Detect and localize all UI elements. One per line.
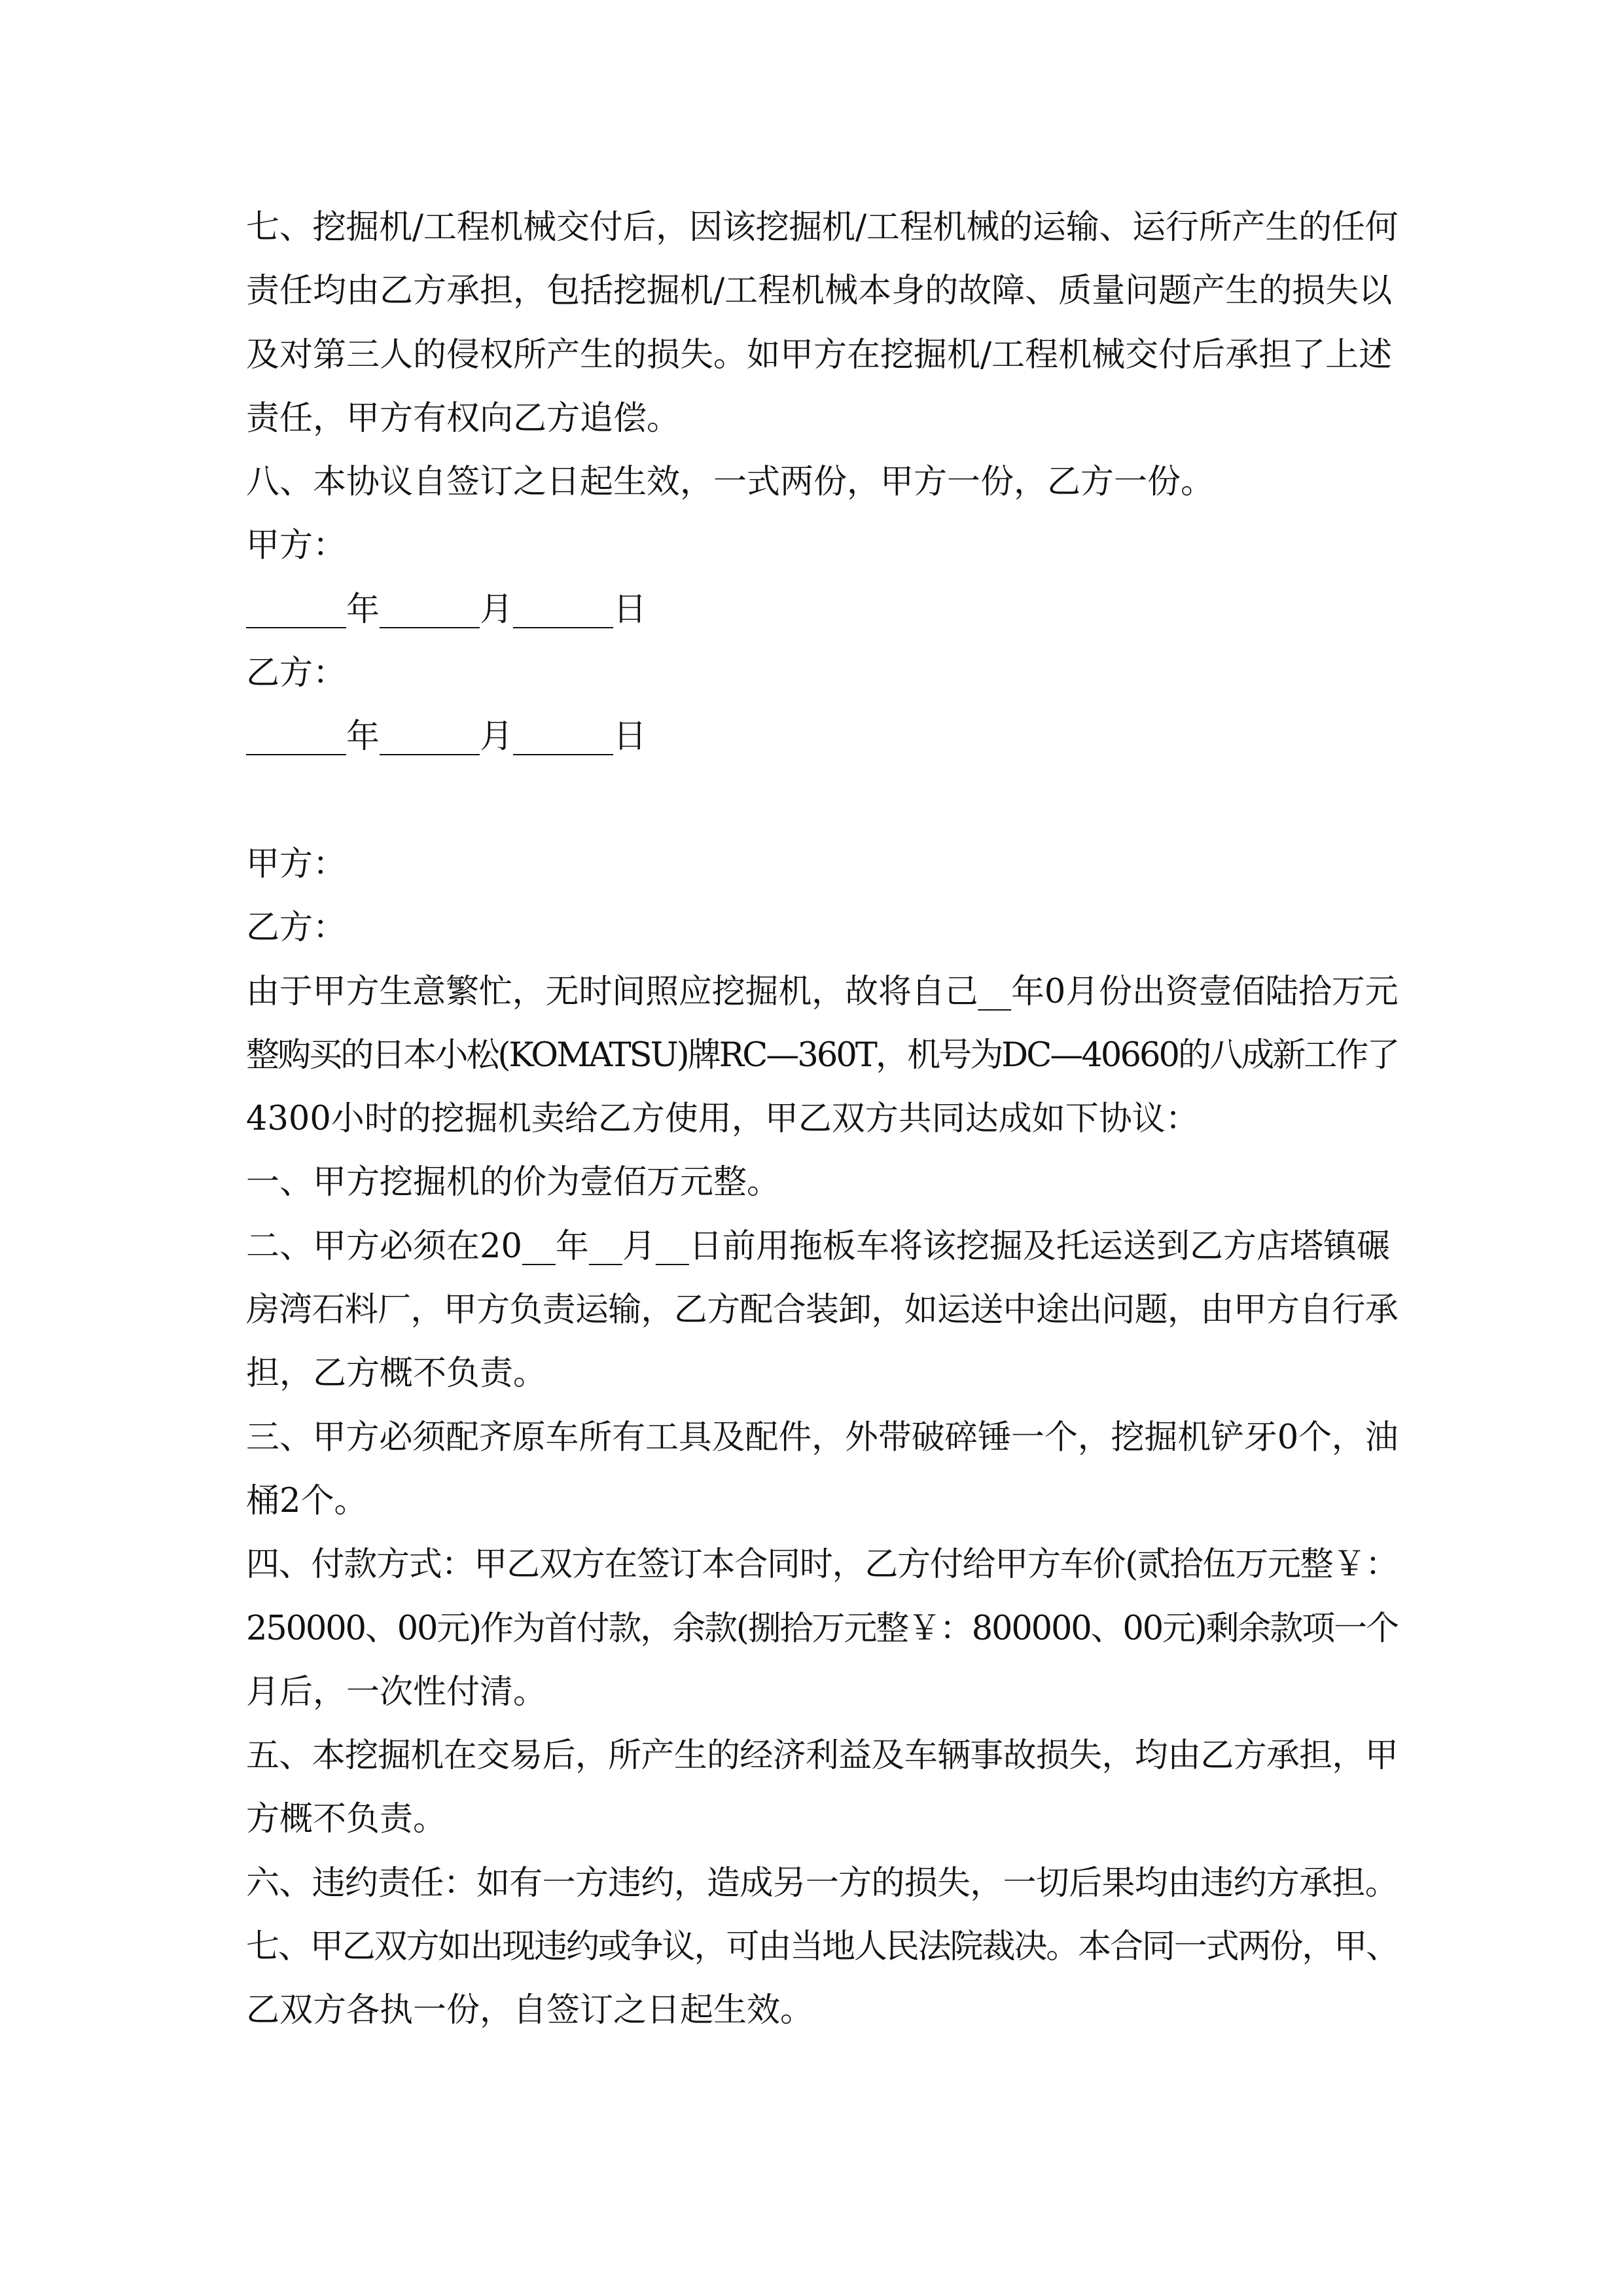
text-line: 由于甲方生意繁忙，无时间照应挖掘机，故将自己__年0月份出资壹佰陆拾万元 xyxy=(246,972,1399,1011)
paragraph xyxy=(246,1915,1398,2043)
paragraph xyxy=(246,769,1398,833)
text-line: 七、挖掘机/工程机械交付后，因该挖掘机/工程机械的运输、运行所产生的任何 xyxy=(246,208,1399,247)
paragraph xyxy=(246,1406,1398,1534)
text-line: ______年______月______日 xyxy=(246,590,647,629)
text-line: 乙方： xyxy=(246,654,347,693)
text-line: 六、违约责任：如有一方违约，造成另一方的损失，一切后果均由违约方承担。 xyxy=(246,1863,1399,1903)
text-line: 七、甲乙双方如出现违约或争议，可由当地人民法院裁决。本合同一式两份，甲、 xyxy=(246,1928,1399,1967)
text-line: 八、本协议自签订之日起生效，一式两份，甲方一份，乙方一份。 xyxy=(246,463,1215,502)
text-line: 责任均由乙方承担，包括挖掘机/工程机械本身的故障、质量问题产生的损失以 xyxy=(246,272,1393,311)
paragraph xyxy=(246,1724,1398,1852)
text-line: 甲方： xyxy=(246,844,347,884)
paragraph xyxy=(246,514,1398,577)
paragraph xyxy=(246,578,1398,641)
paragraph xyxy=(246,705,1398,768)
paragraph xyxy=(246,196,1398,450)
document-body xyxy=(246,196,1398,2043)
text-line: 二、甲方必须在20__年__月__日前用拖板车将该挖掘及托运送到乙方店塔镇碾 xyxy=(246,1227,1390,1266)
paragraph xyxy=(246,1533,1398,1724)
text-line: 三、甲方必须配齐原车所有工具及配件，外带破碎锤一个，挖掘机铲牙0个，油 xyxy=(246,1418,1399,1457)
text-line: 五、本挖掘机在交易后，所产生的经济利益及车辆事故损失，均由乙方承担，甲 xyxy=(246,1736,1399,1776)
text-line xyxy=(246,769,1398,833)
text-line: 一、甲方挖掘机的价为壹佰万元整。 xyxy=(246,1163,781,1202)
paragraph xyxy=(246,833,1398,896)
text-line: 房湾石料厂，甲方负责运输，乙方配合装卸，如运送中途出问题，由甲方自行承 xyxy=(246,1291,1399,1330)
paragraph xyxy=(246,1215,1398,1406)
text-line: ______年______月______日 xyxy=(246,717,647,757)
paragraph xyxy=(246,960,1398,1151)
text-line: 担，乙方概不负责。 xyxy=(246,1354,547,1393)
text-line: 乙方： xyxy=(246,908,347,948)
text-line: 4300小时的挖掘机卖给乙方使用，甲乙双方共同达成如下协议： xyxy=(246,1100,1199,1139)
text-line: 及对第三人的侵权所产生的损失。如甲方在挖掘机/工程机械交付后承担了上述 xyxy=(246,335,1393,374)
paragraph xyxy=(246,1852,1398,1915)
text-line: 责任，甲方有权向乙方追偿。 xyxy=(246,399,681,438)
text-line: 方概不负责。 xyxy=(246,1800,447,1839)
text-line: 整购买的日本小松(KOMATSU)牌RC—360T，机号为DC—40660的八成新工作了 xyxy=(246,1035,1399,1075)
paragraph xyxy=(246,896,1398,960)
paragraph xyxy=(246,1151,1398,1214)
text-line: 乙双方各执一份，自签订之日起生效。 xyxy=(246,1991,814,2030)
paragraph xyxy=(246,450,1398,514)
text-line: 月后，一次性付清。 xyxy=(246,1672,547,1712)
paragraph xyxy=(246,641,1398,705)
text-line: 四、付款方式：甲乙双方在签订本合同时，乙方付给甲方车价(贰拾伍万元整￥： xyxy=(246,1545,1398,1585)
text-line: 桶2个。 xyxy=(246,1481,368,1520)
text-line: 250000、00元)作为首付款，余款(捌拾万元整￥：800000、00元)剩余款项一个 xyxy=(246,1609,1398,1648)
text-line: 甲方： xyxy=(246,526,347,565)
